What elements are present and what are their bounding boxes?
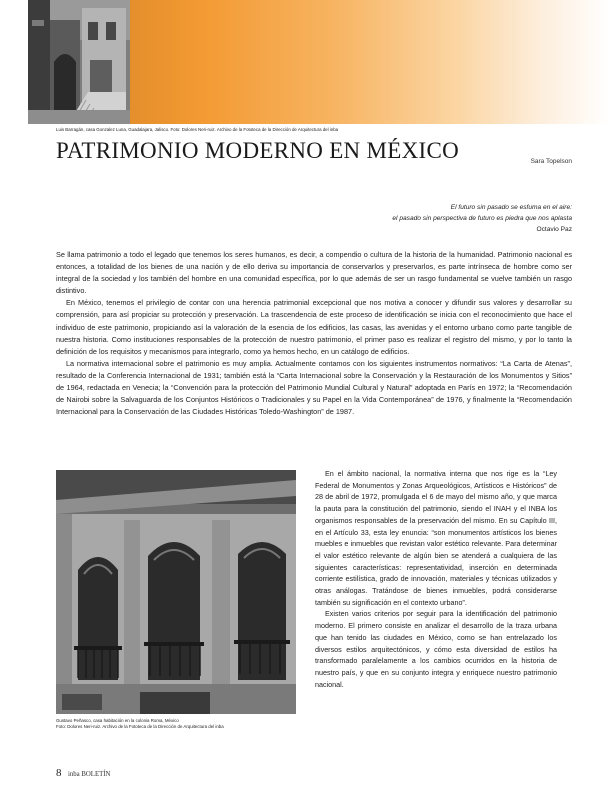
paragraph: Existen varios criterios por seguir para la identificación del patrimonio moderno. El primero consiste en analizar el desarrollo de la traza urbana que han tenido las ciudades en México, como se han entrelazado los diversos estilos arquitectónicos, y cómo esta diversidad de estilos ha transformado paralelamente a los cambios ocurridos en la historia de nuestro país, y que en su conjunto integra y enriquece nuestro patrimonio nacional. — [315, 609, 557, 689]
paragraph: La normativa internacional sobre el patrimonio es muy amplia. Actualmente contamos con los siguientes instrumentos normativos: “La Carta de Atenas”, resultado de la Conferencia Internacional de 1931; también está la “Carta Internacional sobre la Conservación y la Restauración de los Monumentos y Sitios” de 1964, redactada en Venecia; la “Convención para la protección del Patrimonio Mundial Cultural y Natural” adoptada en París en 1972; la “Recomendación de Nairobi sobre la Salvaguarda de los Conjuntos Históricos o Tradicionales y su Papel en la Vida Contemporánea” de 1976, y finalmente la “Recomendación Internacional para la Conservación de las Ciudades Históricas Toledo-Washington” de 1987. — [56, 358, 572, 417]
header-photo-caption: Luis Barragán, casa Gonzalez Luna, Guadalajara, Jalisco. Foto: Dolores Neri-ruiz. Archivo de la Fototeca de la Dirección de Arquitectura del inba — [56, 127, 339, 132]
paragraph: En México, tenemos el privilegio de contar con una herencia patrimonial excepcional que nos motiva a conocer y difundir sus valores y desarrollar su comprensión, para así propiciar su protección y preservación. La trascendencia de este proceso de identificación se inicia con el reconocimiento que hace el individuo de este patrimonio, propiciando así la valoración de la esencia de los edificios, las casas, las avenidas y el entorno urbano como parte tangible de nuestra historia. Como instituciones responsables de la protección de nuestro patrimonio, el primer paso es realizar el registro del mismo, y por lo tanto la definición de los requisitos y mecanismos para integrarlo, como ya hemos hecho, en un catálogo de edificios. — [56, 298, 572, 356]
paragraph: En el ámbito nacional, la normativa interna que nos rige es la “Ley Federal de Monumentos y Zonas Arqueológicos, Artísticos e Históricos” de 28 de abril de 1972, promulgada el 6 de mayo del mismo año, y que marca la pauta para la constitución del patrimonio, siendo el INAH y el INBA los organismos responsables de la preservación del mismo. En su Capítulo III, en el Artículo 33, esta ley enuncia: “son monumentos artísticos los bienes muebles e inmuebles que revistan valor estético relevante. Para determinar el valor estético relevante de algún bien se atenderá a cualquiera de las siguientes características: representatividad, inserción en determinada corriente estilística, grado de innovación, materiales y técnicas utilizados y otras análogas. Tratándose de bienes inmuebles, podrá considerarse también su significación en el contexto urbano”. — [315, 469, 557, 607]
epigraph-line-1: El futuro sin pasado se esfuma en el aire: — [450, 204, 572, 211]
courtyard-photo-drawing — [28, 0, 130, 124]
page-number: 8 — [56, 767, 62, 779]
page-footer — [56, 763, 110, 781]
body-text-right-column — [315, 468, 557, 690]
figure-caption-line-2: Foto: Dolores Neri-ruiz. Archivo de la Fototeca de la Dirección de Arquitectura del inba — [56, 724, 224, 729]
figure-caption-line-1: Gustavo Peñasco, casa habitación en la colonia Roma, México — [56, 718, 179, 723]
body-text-top — [56, 249, 572, 418]
paragraph: Se llama patrimonio a todo el legado que tenemos los seres humanos, es decir, a compendio o cultura de la historia de la humanidad. Patrimonio nacional es entonces, a totalidad de los bienes de una nación y de ello deriva su importancia de conservarlos y preservarlos, es parte intrínseca de hombre como ser integral de la sociedad y los también del hombre en una comunidad específica, por lo que además de ser un rasgo fundamental se vuelve también un rasgo distintivo. — [56, 250, 572, 296]
building-facade-photo — [56, 470, 296, 714]
facade-photo-drawing — [56, 470, 296, 714]
header-photo — [28, 0, 130, 124]
epigraph — [392, 202, 572, 235]
publication-name: inba BOLETÍN — [67, 771, 111, 778]
epigraph-line-2: el pasado sin perspectiva de futuro es piedra que nos aplasta — [392, 215, 572, 222]
article-title: PATRIMONIO MODERNO EN MÉXICO — [56, 138, 460, 163]
author-name: Sara Topelson — [530, 158, 572, 165]
epigraph-attribution: Octavio Paz — [536, 226, 572, 233]
